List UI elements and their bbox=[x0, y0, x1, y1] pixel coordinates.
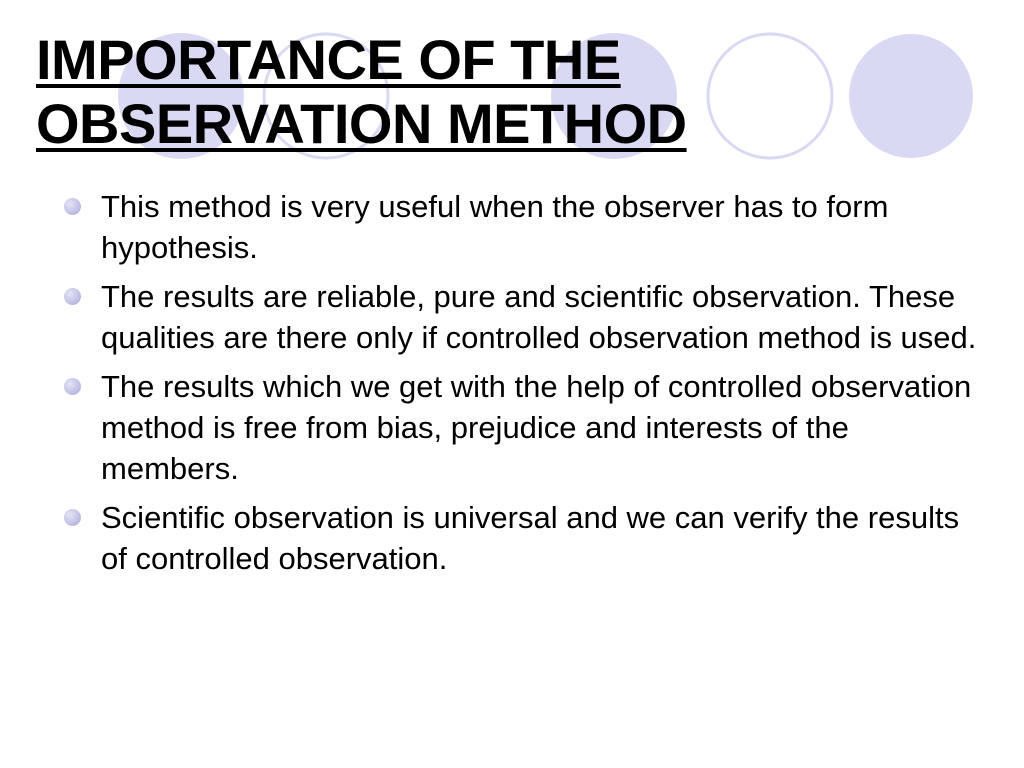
bullet-item bbox=[64, 186, 984, 268]
bullet-circle-icon bbox=[64, 288, 81, 305]
deco-circle-5 bbox=[849, 34, 973, 158]
slide-title bbox=[36, 28, 796, 156]
bullet-circle-icon bbox=[64, 198, 81, 215]
bullet-text: This method is very useful when the observer has to form hypothesis. bbox=[101, 189, 889, 265]
bullet-text: Scientific observation is universal and we can verify the results of controlled observation. bbox=[101, 500, 960, 576]
bullet-item bbox=[64, 497, 984, 579]
bullet-item bbox=[64, 366, 984, 489]
bullet-list bbox=[64, 186, 984, 587]
bullet-item bbox=[64, 276, 984, 358]
title-line-1: IMPORTANCE OF THE bbox=[36, 28, 621, 91]
bullet-circle-icon bbox=[64, 378, 81, 395]
bullet-text: The results are reliable, pure and scientific observation. These qualities are there only if controlled observation method is used. bbox=[101, 279, 977, 355]
title-line-2: OBSERVATION METHOD bbox=[36, 92, 687, 155]
bullet-text: The results which we get with the help of controlled observation method is free from bias, prejudice and interests of the members. bbox=[101, 369, 972, 486]
bullet-circle-icon bbox=[64, 509, 81, 526]
